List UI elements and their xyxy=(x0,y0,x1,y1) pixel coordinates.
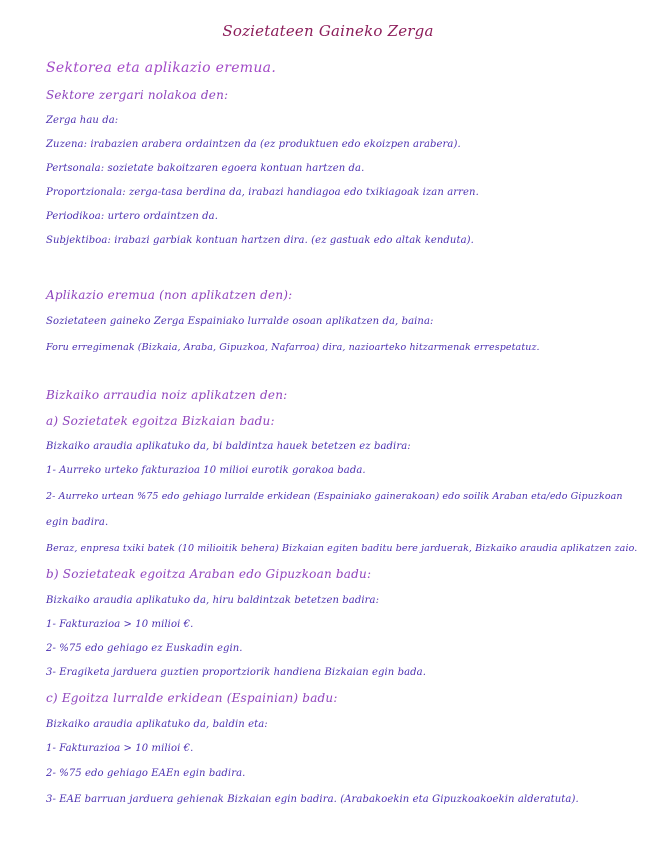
section-heading-scope: Aplikazio eremua (non aplikatzen den): xyxy=(46,288,293,302)
text-line: 1- Fakturazioa > 10 milioi €. xyxy=(46,619,194,630)
text-line: Bizkaiko araudia aplikatuko da, hiru baldintzak betetzen badira: xyxy=(46,595,380,606)
text-line: Zerga hau da: xyxy=(46,115,119,126)
text-line: 2- %75 edo gehiago EAEn egin badira. xyxy=(46,768,246,779)
section-heading-bizkaia-rules: Bizkaiko arraudia noiz aplikatzen den: xyxy=(46,388,288,402)
subheading-case-a: a) Sozietatek egoitza Bizkaian badu: xyxy=(46,414,275,428)
page-title: Sozietateen Gaineko Zerga xyxy=(222,22,434,40)
section-heading-sector: Sektorea eta aplikazio eremua. xyxy=(46,60,277,76)
text-line: Periodikoa: urtero ordaintzen da. xyxy=(46,211,218,222)
text-line: Pertsonala: sozietate bakoitzaren egoera kontuan hartzen da. xyxy=(46,163,365,174)
text-line: 3- Eragiketa jarduera guztien proportziorik handiena Bizkaian egin bada. xyxy=(46,667,427,678)
subheading-tax-nature: Sektore zergari nolakoa den: xyxy=(46,88,229,102)
text-line: Bizkaiko araudia aplikatuko da, baldin eta: xyxy=(46,719,268,730)
text-line: 1- Fakturazioa > 10 milioi €. xyxy=(46,743,194,754)
text-line: egin badira. xyxy=(46,517,109,528)
subheading-case-c: c) Egoitza lurralde erkidean (Espainian) badu: xyxy=(46,691,338,705)
text-line: Foru erregimenak (Bizkaia, Araba, Gipuzkoa, Nafarroa) dira, nazioarteko hitzarmenak errespetatuz. xyxy=(46,342,540,353)
text-line: 3- EAE barruan jarduera gehienak Bizkaian egin badira. (Arabakoekin eta Gipuzkoakoekin alderatuta). xyxy=(46,794,579,805)
text-line: 1- Aurreko urteko fakturazioa 10 milioi eurotik gorakoa bada. xyxy=(46,465,366,476)
text-line: Subjektiboa: irabazi garbiak kontuan hartzen dira. (ez gastuak edo altak kenduta). xyxy=(46,235,474,246)
text-line: Beraz, enpresa txiki batek (10 milioitik behera) Bizkaian egiten baditu bere jarduerak, Bizkaiko araudia aplikatzen zaio. xyxy=(46,543,638,554)
text-line: Zuzena: irabazien arabera ordaintzen da (ez produktuen edo ekoizpen arabera). xyxy=(46,139,461,150)
text-line: 2- %75 edo gehiago ez Euskadin egin. xyxy=(46,643,243,654)
text-line: Bizkaiko araudia aplikatuko da, bi baldintza hauek betetzen ez badira: xyxy=(46,441,411,452)
text-line: Sozietateen gaineko Zerga Espainiako lurralde osoan aplikatzen da, baina: xyxy=(46,316,434,327)
text-line: 2- Aurreko urtean %75 edo gehiago lurralde erkidean (Espainiako gainerakoan) edo soilik Araban eta/edo Gipuzkoan xyxy=(46,491,623,502)
subheading-case-b: b) Sozietateak egoitza Araban edo Gipuzkoan badu: xyxy=(46,567,372,581)
text-line: Proportzionala: zerga-tasa berdina da, irabazi handiagoa edo txikiagoak izan arren. xyxy=(46,187,479,198)
